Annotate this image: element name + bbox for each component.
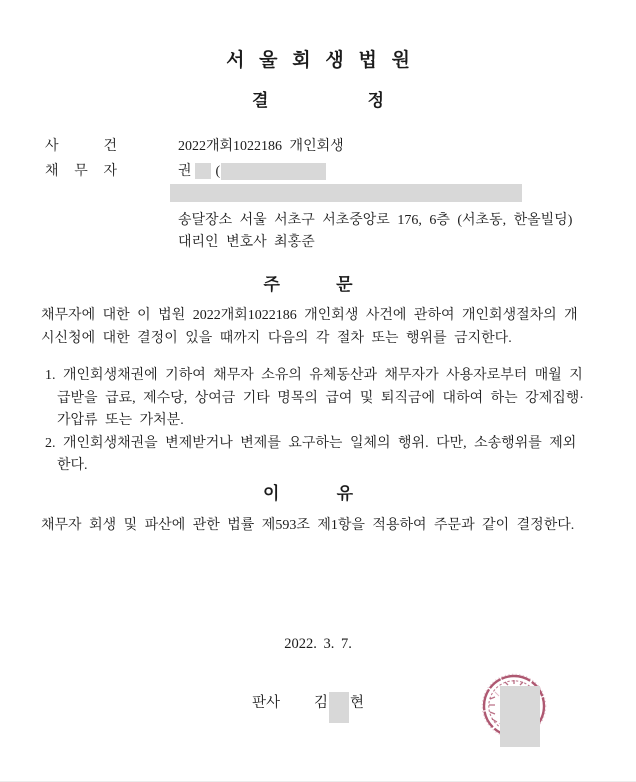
judge-row — [252, 692, 364, 723]
debtor-label-char: 무 — [74, 164, 88, 179]
judge-name-first: 김 — [314, 695, 329, 711]
court-title: 서 울 회 생 법 원 — [226, 50, 410, 71]
order-item-line: 한다. — [57, 458, 88, 473]
reason-heading: 이 유 — [262, 484, 354, 503]
order-item-line: 2. 개인회생채권을 변제받거나 변제를 요구하는 일체의 행위. 다만, 소송행위를 제외 — [45, 435, 577, 451]
case-label — [45, 136, 117, 159]
decision-title: 결 정 — [251, 91, 385, 110]
redaction-block — [195, 163, 211, 179]
order-item-list — [45, 365, 605, 478]
order-intro-paragraph — [41, 305, 601, 350]
debtor-redaction-line — [178, 182, 522, 211]
judge-name — [314, 692, 364, 723]
redaction-block — [170, 184, 522, 202]
judge-name-last: 현 — [350, 695, 365, 711]
debtor-name-line — [178, 161, 522, 182]
debtor-name-prefix: 권 — [178, 164, 192, 179]
case-row — [45, 136, 344, 159]
decision-date: 2022. 3. 7. — [284, 636, 352, 652]
judge-name-redaction-block — [329, 692, 349, 723]
debtor-label — [45, 161, 117, 184]
debtor-row — [45, 161, 522, 211]
debtor-label-char: 채 — [45, 164, 59, 179]
debtor-label-char: 자 — [103, 164, 117, 179]
case-label-char: 건 — [103, 139, 117, 154]
service-address: 송달장소 서울 서초구 서초중앙로 176, 6층 (서초동, 한올빌딩) — [178, 213, 573, 228]
order-item-line: 1. 개인회생채권에 기하여 채무자 소유의 유체동산과 채무자가 사용자로부터 매월 지 — [45, 368, 583, 383]
reason-body-line: 채무자 회생 및 파산에 관한 법률 제593조 제1항을 적용하여 주문과 같이 결정한다. — [41, 518, 575, 533]
seal-redaction-block — [500, 686, 540, 747]
order-intro-line: 시신청에 대한 결정이 있을 때까지 다음의 각 절차 또는 행위를 금지한다. — [41, 330, 512, 346]
redaction-block — [221, 163, 326, 180]
order-heading: 주 문 — [263, 275, 353, 294]
attorney-line: 대리인 변호사 최홍준 — [178, 235, 315, 250]
court-seal — [481, 672, 547, 750]
case-label-char: 사 — [45, 139, 59, 154]
case-number: 2022개회1022186 개인회생 — [178, 139, 344, 154]
reason-body — [41, 515, 601, 538]
order-item-line: 가압류 또는 가처분. — [57, 413, 184, 428]
debtor-paren: ( — [215, 164, 221, 179]
judge-label: 판사 — [252, 695, 281, 711]
order-intro-line: 채무자에 대한 이 법원 2022개회1022186 개인회생 사건에 관하여 개인회생절차의 개 — [41, 308, 578, 323]
debtor-value — [178, 161, 522, 211]
order-item-line: 급받을 급료, 제수당, 상여금 기타 명목의 급여 및 퇴직금에 대하여 하는 강제집행· — [57, 390, 584, 406]
